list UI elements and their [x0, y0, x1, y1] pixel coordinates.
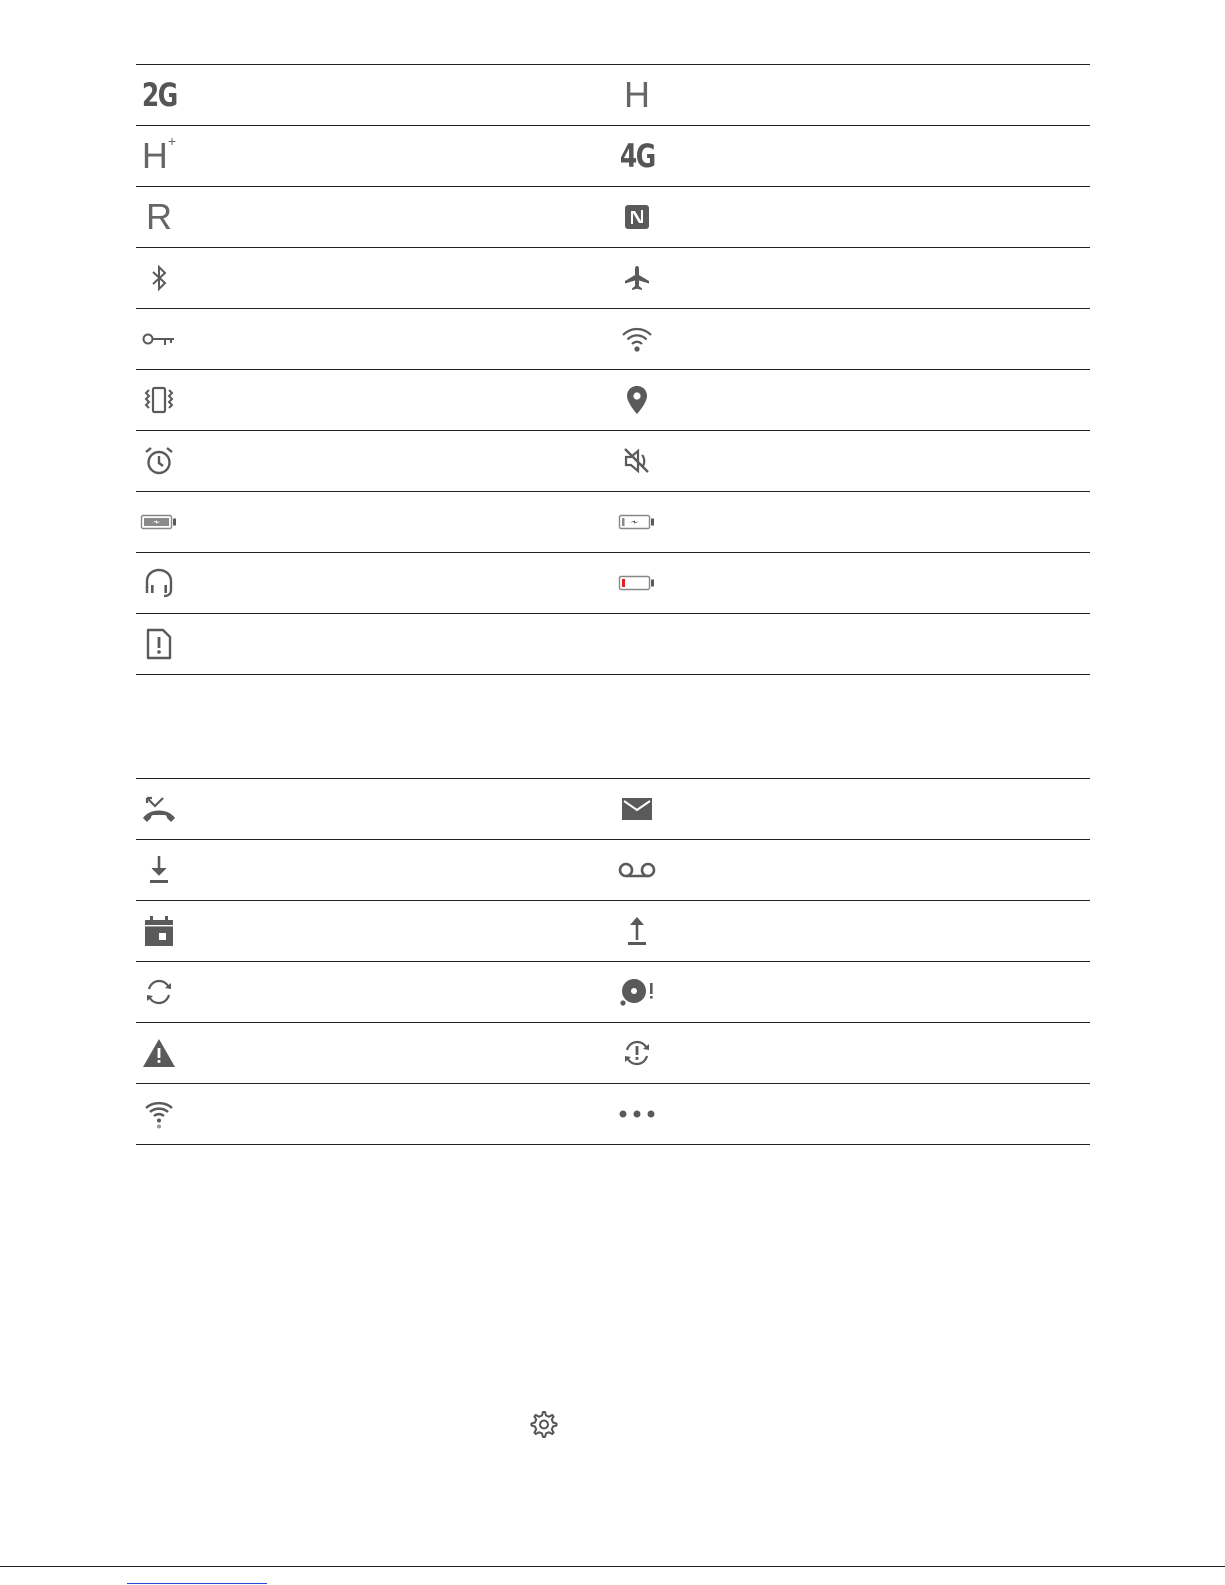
4g-glyph: 4G — [619, 137, 655, 175]
sync-failed-icon — [615, 1031, 659, 1075]
vpn-key-icon — [137, 317, 181, 361]
wifi-icon — [615, 317, 659, 361]
h-plus-glyph — [141, 133, 177, 176]
footer-link-underline — [127, 1583, 267, 1584]
storage-full-icon — [615, 970, 659, 1014]
table-row — [136, 1023, 1090, 1084]
voicemail-icon — [615, 848, 659, 892]
table-row — [136, 492, 1090, 553]
2g-network-icon — [137, 73, 181, 117]
h-glyph: H — [624, 74, 650, 115]
table-row — [136, 1084, 1090, 1145]
table-row — [136, 126, 1090, 187]
vibrate-mode-icon — [137, 378, 181, 422]
more-notifications-icon — [615, 1092, 659, 1136]
nfc-icon — [615, 195, 659, 239]
sync-icon — [137, 970, 181, 1014]
table-row — [136, 431, 1090, 492]
notification-icons-table — [136, 778, 1090, 1145]
new-email-icon — [615, 787, 659, 831]
silent-mode-icon — [615, 439, 659, 483]
hspa-plus-network-icon — [137, 134, 181, 178]
warning-icon — [137, 1031, 181, 1075]
wifi-network-available-icon — [137, 1092, 181, 1136]
table-row — [136, 248, 1090, 309]
footer-rule — [0, 1566, 1225, 1567]
gear-icon — [528, 1409, 558, 1439]
table-row — [136, 309, 1090, 370]
table-row — [136, 65, 1090, 126]
table-row — [136, 840, 1090, 901]
location-icon — [615, 378, 659, 422]
no-sim-icon — [137, 622, 181, 666]
table-row — [136, 614, 1090, 675]
table-row — [136, 779, 1090, 840]
alarm-icon — [137, 439, 181, 483]
upload-icon — [615, 909, 659, 953]
airplane-mode-icon — [615, 256, 659, 300]
bluetooth-icon — [137, 256, 181, 300]
missed-call-icon — [137, 787, 181, 831]
battery-charging-empty-icon — [615, 500, 659, 544]
battery-low-icon — [615, 561, 659, 605]
download-icon — [137, 848, 181, 892]
headset-icon — [137, 561, 181, 605]
battery-charging-icon — [137, 500, 181, 544]
2g-glyph: 2G — [141, 76, 177, 114]
table-row — [136, 553, 1090, 614]
hspa-network-icon — [615, 73, 659, 117]
roaming-icon — [137, 195, 181, 239]
r-glyph: R — [146, 196, 172, 237]
table-row — [136, 901, 1090, 962]
calendar-event-icon — [137, 909, 181, 953]
h-glyph: H — [141, 135, 168, 176]
plus-superscript: + — [167, 133, 177, 149]
4g-network-icon — [615, 134, 659, 178]
table-row — [136, 962, 1090, 1023]
status-icons-table — [136, 64, 1090, 675]
table-row — [136, 370, 1090, 431]
table-row — [136, 187, 1090, 248]
